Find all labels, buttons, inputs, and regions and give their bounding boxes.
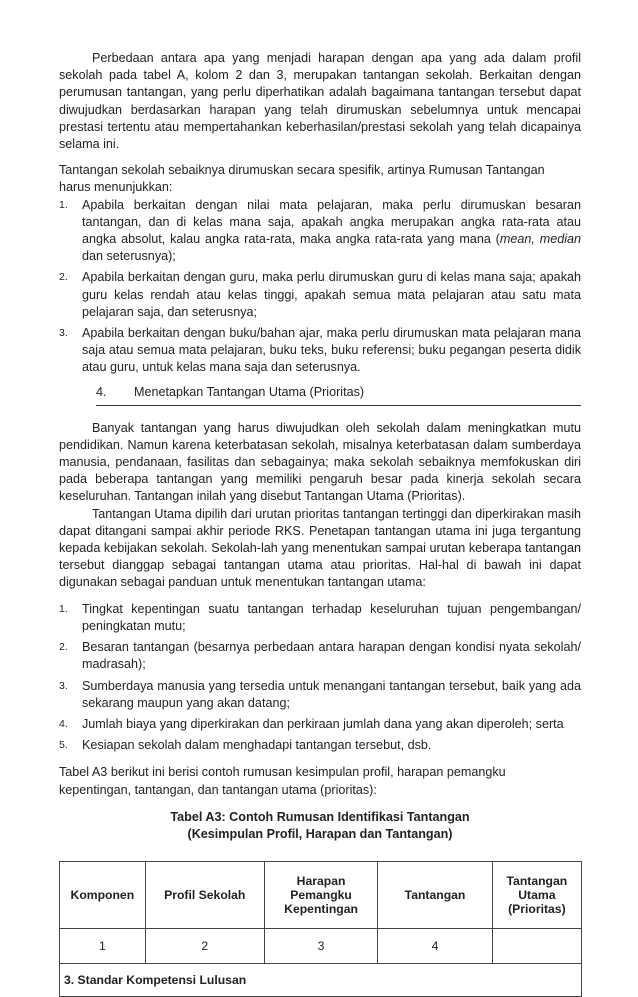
table-cell: 2 — [145, 928, 264, 963]
column-header: Harapan Pemangku Kepentingan — [264, 861, 377, 928]
table-cell: 4 — [378, 928, 492, 963]
list-item: 5. Kesiapan sekolah dalam menghadapi tantangan tersebut, dsb. — [59, 738, 432, 753]
table-cell — [492, 928, 581, 963]
table-header-row — [60, 861, 582, 928]
column-header: Komponen — [60, 861, 146, 928]
table-row — [60, 928, 582, 963]
column-header: Tantangan Utama (Prioritas) — [492, 861, 581, 928]
body-paragraph: Tantangan Utama dipilih dari urutan prioritas tantangan tertinggi dan diperkirakan masih dapat ditangani sampai akhir periode RKS. Penetapan tantangan utama ini juga tergantung kepada kebijakan sekolah. Sekolah-lah yang menentukan sampai urutan keberapa tantangan tersebut dianggap sebagai tantangan utama atau prioritas. Hal-hal di bawah ini dapat digunakan sebagai panduan untuk menentukan tantangan utama: — [59, 506, 581, 590]
requirements-list — [59, 197, 581, 377]
list-item: 2. Besaran tantangan (besarnya perbedaan antara harapan dengan kondisi nyata sekolah/ madrasah); — [59, 640, 581, 672]
intro-line: Tantangan sekolah sebaiknya dirumuskan secara spesifik, artinya Rumusan Tantangan — [59, 163, 545, 178]
list-item: 3. Sumberdaya manusia yang tersedia untuk menangani tantangan tersebut, baik yang ada sekarang maupun yang akan datang; — [59, 678, 581, 710]
table-subcaption: (Kesimpulan Profil, Harapan dan Tantangan) — [187, 826, 453, 841]
table-row — [60, 963, 582, 996]
table-intro: Tabel A3 berikut ini berisi contoh rumusan kesimpulan profil, harapan pemangku — [59, 765, 506, 780]
column-header: Profil Sekolah — [145, 861, 264, 928]
list-item: 1. Apabila berkaitan dengan nilai mata pelajaran, maka perlu dirumuskan besaran tantangan, dan di kelas mana saja, apakah angka merupakan angka rata-rata atau angka absolut, kalau angka rata-rata, maka angka rata-rata yang mana (mean, median dan seterusnya); — [59, 197, 582, 264]
challenge-table — [59, 861, 582, 997]
table-cell: 3 — [264, 928, 377, 963]
table-intro: kepentingan, tantangan, dan tantangan utama (prioritas): — [59, 782, 377, 797]
section-heading: 4. Menetapkan Tantangan Utama (Prioritas) — [96, 385, 581, 406]
table-cell: 1 — [60, 928, 146, 963]
section-row: 3. Standar Kompetensi Lulusan — [60, 963, 582, 996]
list-item: 2. Apabila berkaitan dengan guru, maka perlu dirumuskan guru di kelas mana saja; apakah guru kelas rendah atau kelas tinggi, apakah semua mata pelajaran atau satu mata pelajaran saja, dan seterusnya; — [59, 270, 581, 319]
intro-paragraph: Perbedaan antara apa yang menjadi harapan dengan apa yang ada dalam profil sekolah pada tabel A, kolom 2 dan 3, merupakan tantangan sekolah. Berkaitan dengan perumusan tantangan, yang perlu diperhatikan adalah bagaimana tantangan tersebut dapat diwujudkan berdasarkan harapan yang telah dirumuskan sebelumnya untuk mencapai prestasi tertentu atau mempertahankan keberhasilan/prestasi sekolah yang telah dicapainya selama ini. — [59, 51, 581, 152]
list-item: 3. Apabila berkaitan dengan buku/bahan ajar, maka perlu dirumuskan mata pelajaran mana saja atau semua mata pelajaran, buku teks, buku referensi; buku pegangan peserta didik atau guru, untuk kelas mana saja dan seterusnya. — [59, 326, 581, 375]
table-caption: Tabel A3: Contoh Rumusan Identifikasi Tantangan — [170, 809, 470, 824]
intro-line: harus menunjukkan: — [59, 180, 173, 195]
criteria-list — [59, 601, 581, 755]
list-item: 4. Jumlah biaya yang diperkirakan dan perkiraan jumlah dana yang akan diperoleh; serta — [59, 716, 564, 731]
list-item: 1. Tingkat kepentingan suatu tantangan terhadap keseluruhan tujuan pengembangan/ peningkatan mutu; — [59, 601, 581, 633]
column-header: Tantangan — [378, 861, 492, 928]
document-page — [59, 50, 581, 997]
body-paragraph: Banyak tantangan yang harus diwujudkan oleh sekolah dalam meningkatkan mutu pendidikan. Namun karena keterbatasan sekolah, misalnya keterbatasan dalam sumberdaya manusia, pendanaan, fasilitas dan sebagainya; maka sekolah sebaiknya memfokuskan diri pada beberapa tantangan yang memiliki pengaruh besar pada kinerja sekolah secara keseluruhan. Tantangan inilah yang disebut Tantangan Utama (Prioritas). — [59, 420, 581, 504]
